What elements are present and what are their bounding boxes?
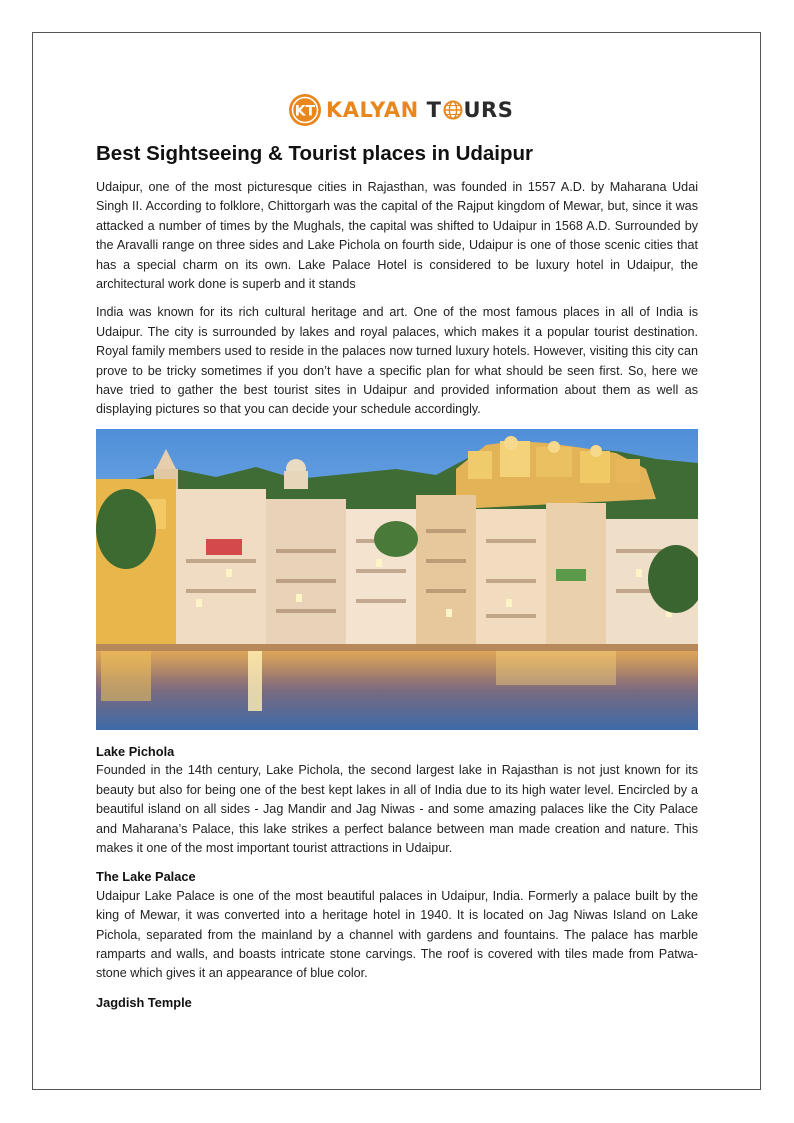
- section-heading: Jagdish Temple: [96, 994, 192, 1010]
- intro-paragraph-1: Udaipur, one of the most picturesque cities in Rajasthan, was founded in 1557 A.D. by Maharana Udai Singh II. According to folklore, Chittorgarh was the capital of the Rajput kingdom of Mewar, but, since it was attacked a number of times by the Mughals, the capital was shifted to Udaipur in 1568 A.D. Surrounded by the Aravalli range on three sides and Lake Pichola on fourth side, Udaipur is one of those scenic cities that has a special charm on its own. Lake Palace Hotel is considered to be luxury hotel in Udaipur, the architectural work done is superb and it stands: [96, 180, 698, 292]
- kalyan-tours-logo: [288, 92, 513, 128]
- logo-word-kalyan: KALYAN: [326, 98, 419, 122]
- logo-mark-icon: [288, 93, 322, 127]
- intro-paragraph-2: India was known for its rich cultural heritage and art. One of the most famous places in all of India is Udaipur. The city is surrounded by lakes and royal palaces, which makes it a popular tourist destination. Royal family members used to reside in the palaces now turned luxury hotels. However, visiting this city can prove to be tricky sometimes if you don’t have a specific plan for what should be seen first. So, here we have tried to gather the best tourist sites in Udaipur and provided information about them as well as displaying pictures so that you can decide your schedule accordingly.: [96, 305, 698, 417]
- section-body: Founded in the 14th century, Lake Pichola, the second largest lake in Rajasthan is not just known for its beauty but also for being one of the best kept lakes in all of India due to its high water level. Encircled by a beautiful island on all sides - Jag Mandir and Jag Niwas - and some amazing palaces like the City Palace and Maharana’s Palace, this lake strikes a perfect balance between man made creation and nature. This makes it one of the most important tourist attractions in Udaipur.: [96, 763, 698, 855]
- logo-letters-urs: URS: [463, 98, 514, 122]
- logo-mark-letters: KT: [294, 103, 316, 120]
- logo-word-tours: [427, 98, 514, 122]
- section-body: Udaipur Lake Palace is one of the most beautiful palaces in Udaipur, India. Formerly a palace built by the king of Mewar, it was converted into a heritage hotel in 1940. It is located on Jag Niwas Island on Lake Pichola, separated from the mainland by a channel with gardens and fountains. The palace has marble ramparts and walls, and boasts intricate stone carvings. The roof is covered with tiles made from Patwa-stone which gives it an appearance of blue color.: [96, 888, 698, 981]
- section-jagdish-temple: [96, 993, 698, 1012]
- section-heading: The Lake Palace: [96, 869, 196, 885]
- udaipur-city-palace-photo: [96, 429, 698, 730]
- logo-wordmark: [326, 98, 513, 122]
- globe-icon: [443, 100, 463, 120]
- article: [96, 142, 698, 1012]
- section-lake-palace: [96, 867, 698, 983]
- section-heading: Lake Pichola: [96, 743, 175, 759]
- page-title: Best Sightseeing & Tourist places in Udaipur: [96, 142, 534, 165]
- logo-letter-t: T: [426, 98, 442, 122]
- section-lake-pichola: [96, 742, 698, 858]
